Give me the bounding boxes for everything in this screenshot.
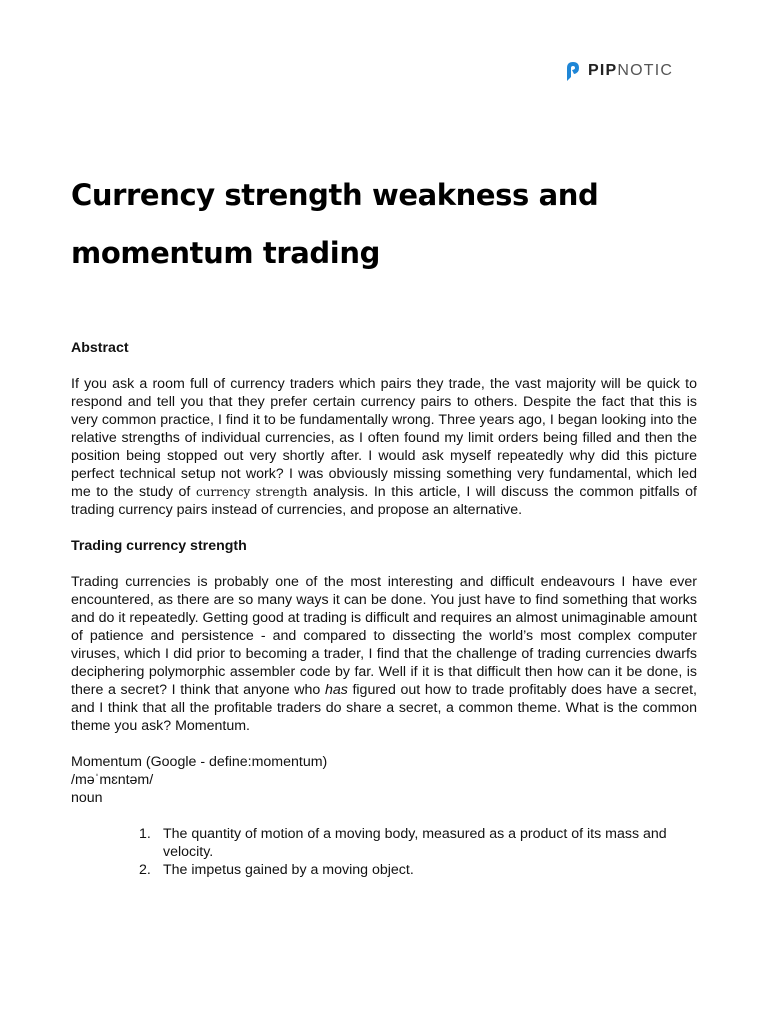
abstract-heading: Abstract — [71, 340, 129, 356]
list-item — [139, 861, 697, 879]
section-text-before: Trading currencies is probably one of the most interesting and difficult endeavours I have ever encountered, as there are so many ways it can be done. You just have to find something that works and do it repeatedly. Getting good at trading is difficult and requires an almost unimaginable amount of patience and persistence - and compared to dissecting the world’s most complex computer viruses, which I did prior to becoming a trader, I find that the challenge of trading currencies dwarfs deciphering polymorphic assembler code by far. Well if it is that difficult then how can it be done, is there a secret? I think that anyone who — [71, 574, 697, 698]
definition-part-of-speech: noun — [71, 790, 103, 806]
section-emphasis: has — [324, 682, 348, 698]
pipnotic-logo — [564, 60, 673, 82]
definition-list — [71, 825, 697, 879]
abstract-paragraph — [71, 375, 697, 519]
document-body — [71, 339, 697, 879]
abstract-term: currency strength — [195, 485, 308, 499]
logo-text-bold: PIP — [588, 62, 618, 79]
logo-text-light: NOTIC — [617, 62, 674, 79]
pipnotic-logo-icon — [564, 60, 582, 82]
document-title: Currency strength weakness and momentum trading — [71, 178, 599, 270]
section-paragraph — [71, 573, 697, 735]
definition-pronunciation: /məˈmɛntəm/ — [71, 772, 154, 788]
logo-wordmark — [588, 60, 673, 82]
list-item-number: 2. — [139, 862, 151, 878]
section-heading: Trading currency strength — [71, 538, 247, 554]
list-item-text: The impetus gained by a moving object. — [163, 862, 414, 878]
abstract-text-after: analysis. In this article, I will discuss the common pitfalls of trading currency pairs instead of currencies, and propose an alternative. — [71, 484, 697, 518]
list-item — [139, 825, 697, 861]
abstract-text-before: If you ask a room full of currency traders which pairs they trade, the vast majority will be quick to respond and tell you that they prefer certain currency pairs to others. Despite the fact that this is very common practice, I find it to be fundamentally wrong. Three years ago, I began looking into the relative strengths of individual currencies, as I often found my limit orders being filled and then the position being stopped out very shortly after. I would ask myself repeatedly why did this picture perfect technical setup not work? I was obviously missing something very fundamental, which led me to the study of — [71, 376, 697, 500]
list-item-number: 1. — [139, 826, 151, 842]
definition-source: Momentum (Google - define:momentum) — [71, 754, 328, 770]
list-item-text: The quantity of motion of a moving body, measured as a product of its mass and velocity. — [163, 826, 667, 860]
section-text-after: figured out how to trade profitably does have a secret, and I think that all the profitable traders do share a secret, a common theme. What is the common theme you ask? Momentum. — [71, 682, 698, 734]
definition-block — [71, 753, 697, 807]
